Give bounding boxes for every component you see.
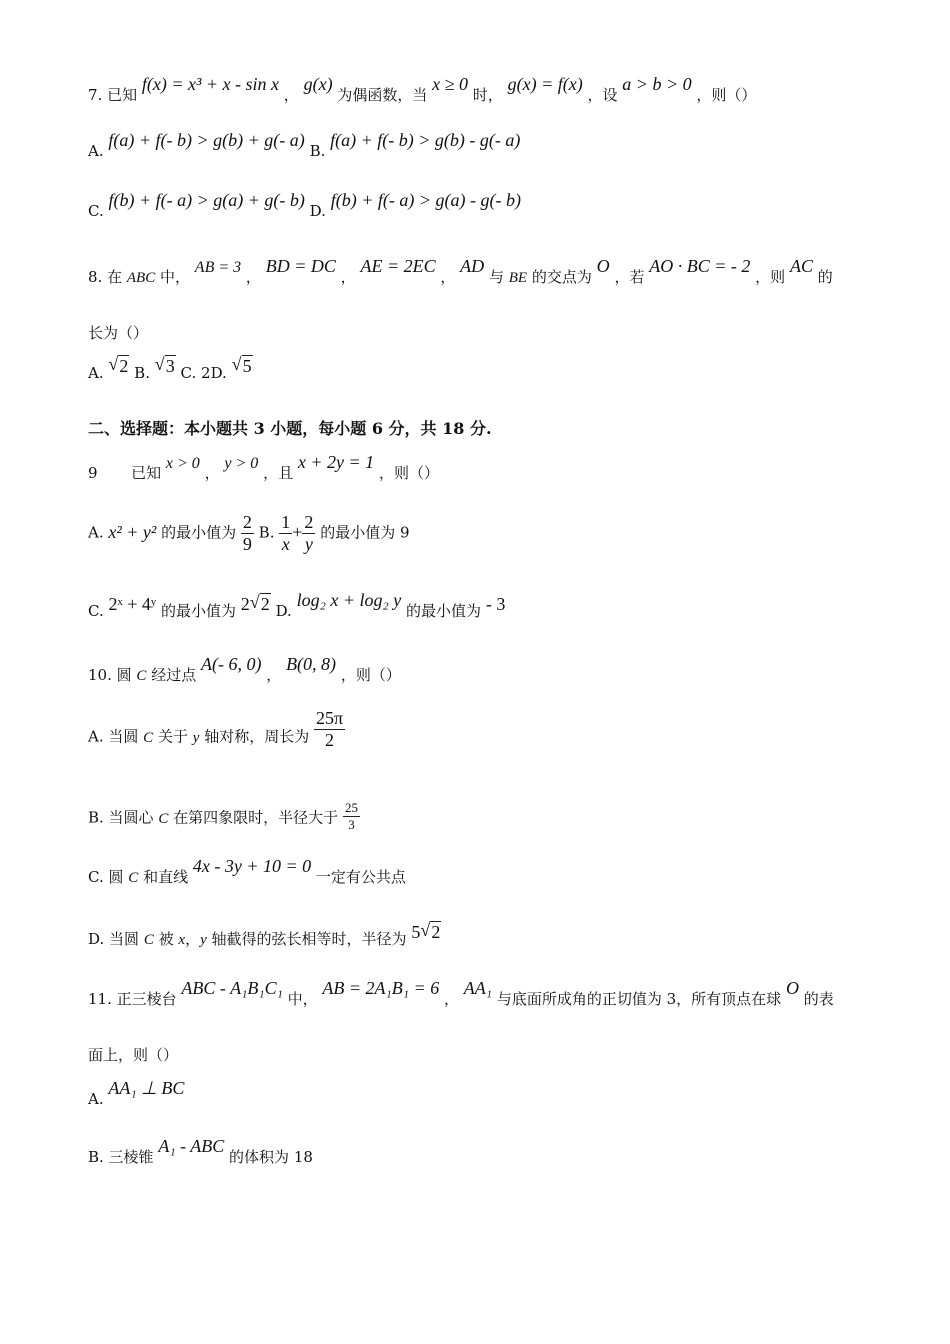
q9-option-b-fraction-1: $\frac{1}{x}$ (281, 512, 291, 554)
q9-option-b-fraction-2: $\frac{2}{y}$ (304, 512, 314, 554)
q7-option-c: f(b) + f(- a) > g(a) + g(- b) (108, 190, 305, 210)
q9-option-a-fraction: $\frac{2}{9}$ (242, 512, 252, 554)
q10-option-b-fraction: $\frac{25}{3}$ (344, 800, 358, 832)
q8-stem: 8. 在 ABC 中， AB = 3 ， BD = DC ， AE = 2EC ， AD 与 BE 的交点为 O ，若 AO · BC = - 2 ，则 AC 的 (88, 256, 833, 286)
q10-option-c: C. 圆 C 和直线 4x - 3y + 10 = 0 一定有公共点 (88, 856, 406, 886)
q11-option-a: A. AA₁ ⊥ BC (88, 1078, 185, 1108)
q9-option-a: x² + y² (108, 521, 157, 542)
q7-options-ab: A. f(a) + f(- b) > g(b) + g(- a) B. f(a) + f(- b) > g(b) - g(- a) (88, 130, 521, 160)
q11-stem-line2: 面上，则（） (88, 1046, 179, 1064)
q8-option-a: √ 2 (108, 356, 129, 377)
q7-fx: f(x) = x³ + x - sin x (141, 74, 280, 94)
q11-stem: 11. 正三棱台 ABC - A₁B₁C₁ 中， AB = 2A₁B₁ = 6 ， AA₁ 与底面所成角的正切值为 3，所有顶点在球 O 的表 (88, 978, 834, 1008)
q7-options-cd: C. f(b) + f(- a) > g(a) + g(- b) D. f(b) + f(- a) > g(a) - g(- b) (88, 190, 521, 220)
q10-option-a: A. 当圆 C 关于 y 轴对称，周长为 $\frac{25\pi}{2}$ (88, 708, 344, 750)
q8-options: A. √ 2 B. √ 3 C. 2D. √ 5 (88, 362, 253, 383)
q10-option-d: D. 当圆 C 被 x，y 轴截得的弦长相等时，半径为 5√ 2 (88, 928, 441, 949)
q8-option-b: √ 3 (155, 356, 176, 377)
q9-options-ab: A. x² + y² 的最小值为 $\frac{2}{9}$ B. $\frac{1}{x}$ + $\frac{2}{y}$ 的最小值为 9 (88, 512, 410, 554)
q7-option-b: f(a) + f(- b) > g(b) - g(- a) (330, 130, 521, 150)
q7-option-d: f(b) + f(- a) > g(a) - g(- b) (330, 190, 521, 210)
section-2-heading: 二、选择题：本小题共 3 小题，每小题 6 分，共 18 分. (88, 419, 492, 438)
q9-options-cd: C. 2ˣ + 4ʸ 的最小值为 2√ 2 D. log₂ x + log₂ y 的最小值为 - 3 (88, 600, 505, 621)
q9-option-d: log₂ x + log₂ y (296, 590, 402, 610)
q8-stem-line2: 长为（） (88, 324, 149, 342)
q8-option-d: √ 5 (232, 356, 253, 377)
q7-option-a: f(a) + f(- b) > g(b) + g(- a) (108, 130, 305, 150)
q10-option-b: B. 当圆心 C 在第四象限时，半径大于 $\frac{25}{3}$ (88, 800, 358, 832)
q7-gx: g(x) (303, 74, 333, 94)
q11-option-b: B. 三棱锥 A₁ - ABC 的体积为 18 (88, 1136, 313, 1166)
q7-stem: 7. 已知 f(x) = x³ + x - sin x ， g(x) 为偶函数，当 x ≥ 0 时， g(x) = f(x) ，设 a > b > 0 ，则（） (88, 74, 757, 104)
q10-option-a-fraction: $\frac{25\pi}{2}$ (316, 708, 344, 750)
q10-stem: 10. 圆 C 经过点 A(- 6, 0) ， B(0, 8) ，则（） (88, 654, 401, 684)
q9-option-c: 2ˣ + 4ʸ (108, 594, 157, 614)
q9-stem: 9 已知 x > 0 ， y > 0 ，且 x + 2y = 1 ，则（） (88, 452, 439, 482)
